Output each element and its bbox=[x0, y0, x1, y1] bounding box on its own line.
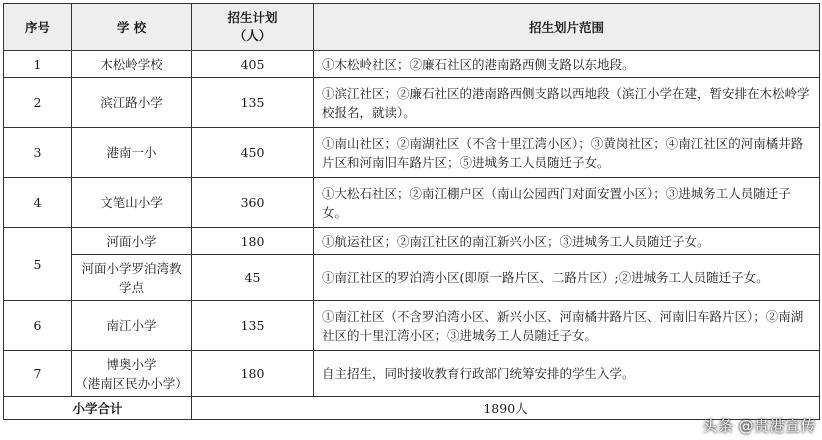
watermark-logo: 头条 @贵港宣传 bbox=[702, 417, 816, 435]
row-school: 博奥小学 （港南区民办小学） bbox=[72, 351, 192, 397]
footer-label: 小学合计 bbox=[4, 397, 192, 420]
table-row bbox=[4, 78, 820, 128]
row-no: 5 bbox=[4, 228, 72, 301]
row-plan: 180 bbox=[192, 351, 314, 397]
header-plan: 招生计划 （人） bbox=[192, 4, 314, 51]
row-no: 6 bbox=[4, 301, 72, 351]
row-school: 南江小学 bbox=[72, 301, 192, 351]
row-school: 木松岭学校 bbox=[72, 51, 192, 78]
enrollment-table bbox=[3, 3, 820, 420]
row-no: 3 bbox=[4, 128, 72, 178]
row-no: 2 bbox=[4, 78, 72, 128]
row-plan: 135 bbox=[192, 301, 314, 351]
row-scope: ①南山社区；②南湖社区（不含十里江湾小区）；③黄岗社区；④南江社区的河南橘井路片区和河南旧车路片区；⑤进城务工人员随迁子女。 bbox=[314, 128, 820, 178]
row-plan: 135 bbox=[192, 78, 314, 128]
row-plan: 45 bbox=[192, 255, 314, 301]
header-scope: 招生划片范围 bbox=[314, 4, 820, 51]
row-school: 河面小学 bbox=[72, 228, 192, 255]
row-plan: 450 bbox=[192, 128, 314, 178]
table-row bbox=[4, 51, 820, 78]
table-row bbox=[4, 351, 820, 397]
row-plan: 360 bbox=[192, 178, 314, 228]
row-plan: 405 bbox=[192, 51, 314, 78]
row-scope: ①大松石社区；②南江棚户区（南山公园西门对面安置小区）；③进城务工人员随迁子女。 bbox=[314, 178, 820, 228]
row-no: 7 bbox=[4, 351, 72, 397]
table-row bbox=[4, 228, 820, 255]
row-no: 1 bbox=[4, 51, 72, 78]
row-school: 港南一小 bbox=[72, 128, 192, 178]
table-footer-row bbox=[4, 397, 820, 420]
table-row bbox=[4, 255, 820, 301]
row-scope: ①木松岭社区；②廉石社区的港南路西侧支路以东地段。 bbox=[314, 51, 820, 78]
row-school: 滨江路小学 bbox=[72, 78, 192, 128]
row-scope: ①航运社区；②南江社区的南江新兴小区；③进城务工人员随迁子女。 bbox=[314, 228, 820, 255]
table-header-row bbox=[4, 4, 820, 51]
table-row bbox=[4, 178, 820, 228]
row-plan: 180 bbox=[192, 228, 314, 255]
row-scope: ①滨江社区；②廉石社区的港南路西侧支路以西地段（滨江小学在建，暂安排在木松岭学校报名，就读）。 bbox=[314, 78, 820, 128]
table-row bbox=[4, 301, 820, 351]
row-scope: ①南江社区的罗泊湾小区(即原一路片区、二路片区）;②进城务工人员随迁子女。 bbox=[314, 255, 820, 301]
header-no: 序号 bbox=[4, 4, 72, 51]
header-school: 学 校 bbox=[72, 4, 192, 51]
row-scope: 自主招生，同时接收教育行政部门统筹安排的学生入学。 bbox=[314, 351, 820, 397]
footer-total: 1890人 bbox=[192, 397, 820, 420]
row-no: 4 bbox=[4, 178, 72, 228]
row-school: 文笔山小学 bbox=[72, 178, 192, 228]
row-scope: ①南江社区（不含罗泊湾小区、新兴小区、河南橘井路片区、河南旧车路片区）；②南湖社区的十里江湾小区；③进城务工人员随迁子女。 bbox=[314, 301, 820, 351]
table-row bbox=[4, 128, 820, 178]
row-school: 河面小学罗泊湾教学点 bbox=[72, 255, 192, 301]
